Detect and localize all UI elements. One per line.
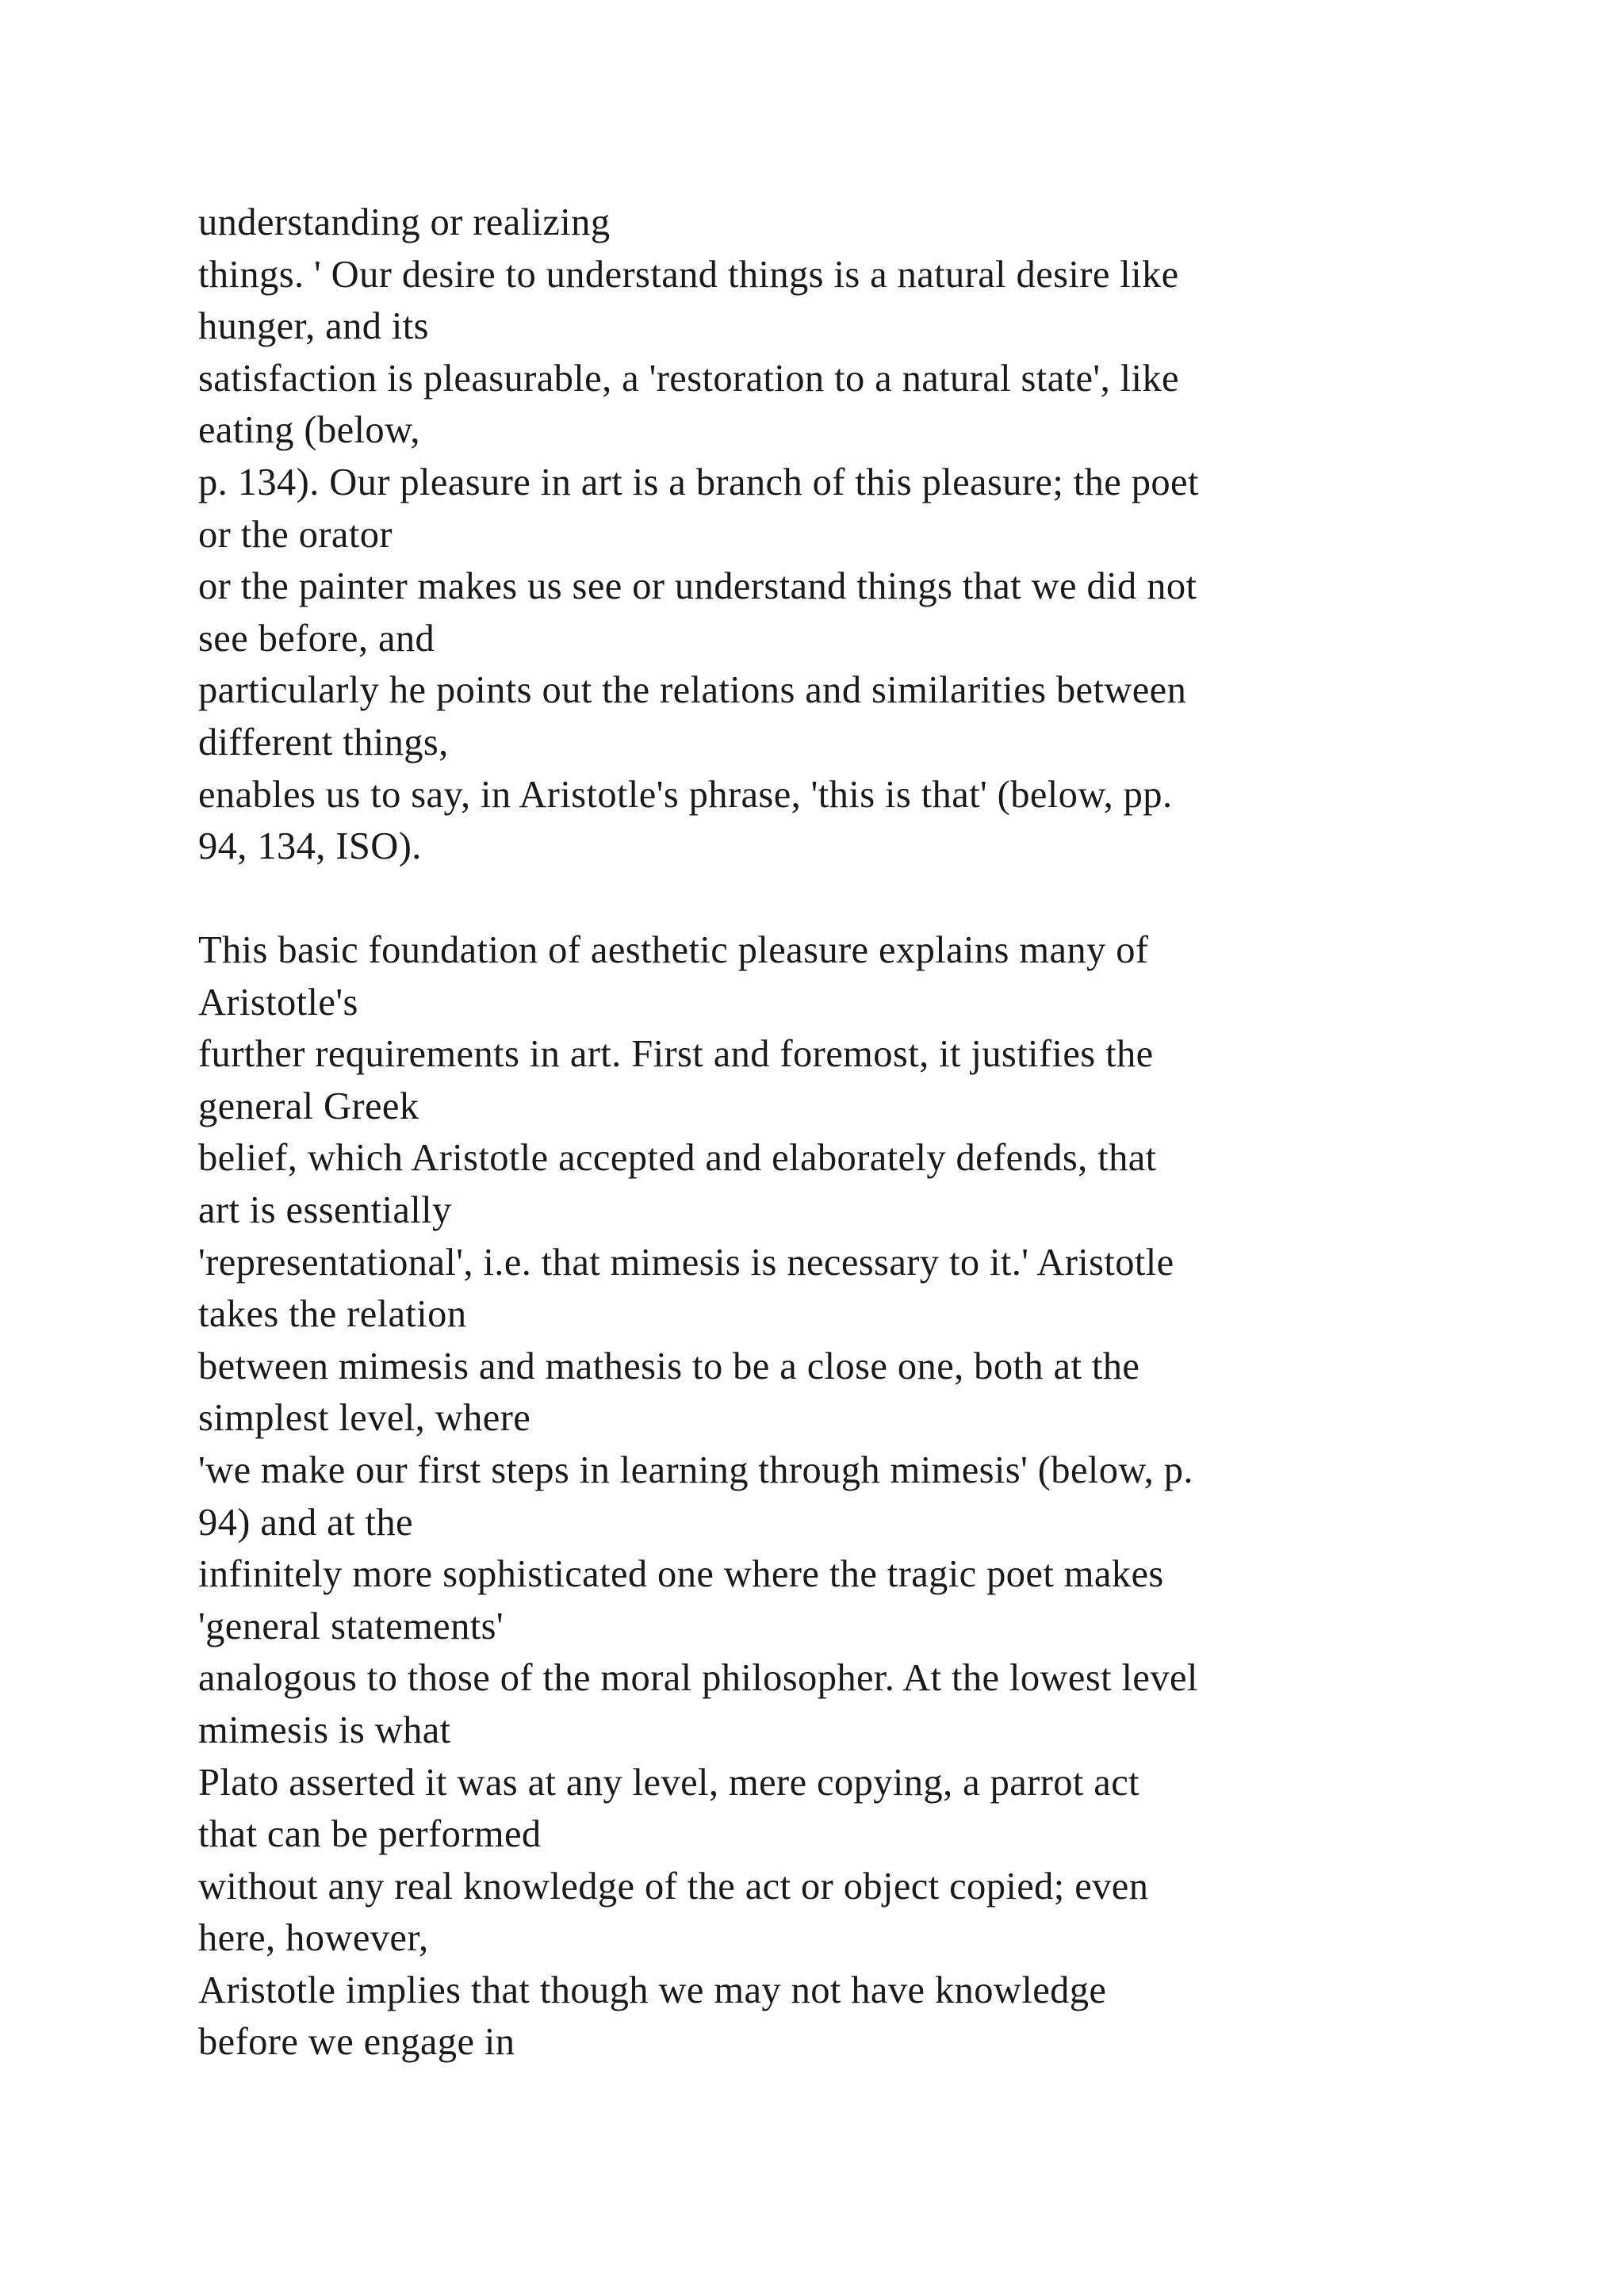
text-line: analogous to those of the moral philosopher. At the lowest level [198, 1657, 1198, 1700]
text-line: see before, and [198, 617, 435, 660]
text-line: belief, which Aristotle accepted and elaborately defends, that [198, 1137, 1157, 1180]
text-line: p. 134). Our pleasure in art is a branch of this pleasure; the poet [198, 461, 1199, 503]
text-line: different things, [198, 721, 449, 763]
paragraph-1 [198, 197, 1507, 873]
text-line: hunger, and its [198, 305, 429, 348]
text-line: that can be performed [198, 1813, 542, 1856]
text-line: satisfaction is pleasurable, a 'restoration to a natural state', like [198, 357, 1179, 400]
text-line: 94, 134, ISO). [198, 825, 422, 868]
text-line: Aristotle implies that though we may not have knowledge [198, 1969, 1107, 2011]
text-line: Aristotle's [198, 981, 358, 1024]
text-line: art is essentially [198, 1188, 452, 1231]
text-line: eating (below, [198, 409, 420, 452]
text-line: 'representational', i.e. that mimesis is necessary to it.' Aristotle [198, 1241, 1174, 1284]
text-line: infinitely more sophisticated one where the tragic poet makes [198, 1553, 1164, 1596]
text-line: 'general statements' [198, 1605, 504, 1647]
text-line: or the orator [198, 513, 393, 556]
paragraph-2 [198, 924, 1507, 2068]
text-line: things. ' Our desire to understand things is a natural desire like [198, 253, 1179, 296]
text-line: enables us to say, in Aristotle's phrase, 'this is that' (below, pp. [198, 773, 1173, 816]
text-line: further requirements in art. First and foremost, it justifies the [198, 1033, 1154, 1076]
text-line: general Greek [198, 1085, 419, 1127]
text-line: mimesis is what [198, 1709, 451, 1751]
text-line: simplest level, where [198, 1397, 531, 1440]
text-line: takes the relation [198, 1293, 467, 1336]
text-line: understanding or realizing [198, 201, 611, 243]
text-line: 'we make our first steps in learning through mimesis' (below, p. [198, 1448, 1193, 1491]
text-line: particularly he points out the relations and similarities between [198, 669, 1187, 712]
text-line: This basic foundation of aesthetic pleasure explains many of [198, 929, 1149, 971]
text-line: 94) and at the [198, 1501, 413, 1544]
text-line: or the painter makes us see or understand things that we did not [198, 565, 1197, 608]
text-line: here, however, [198, 1917, 429, 1960]
text-line: Plato asserted it was at any level, mere copying, a parrot act [198, 1761, 1140, 1804]
text-line: between mimesis and mathesis to be a close one, both at the [198, 1345, 1140, 1387]
text-line: before we engage in [198, 2021, 515, 2064]
text-line: without any real knowledge of the act or object copied; even [198, 1865, 1149, 1908]
